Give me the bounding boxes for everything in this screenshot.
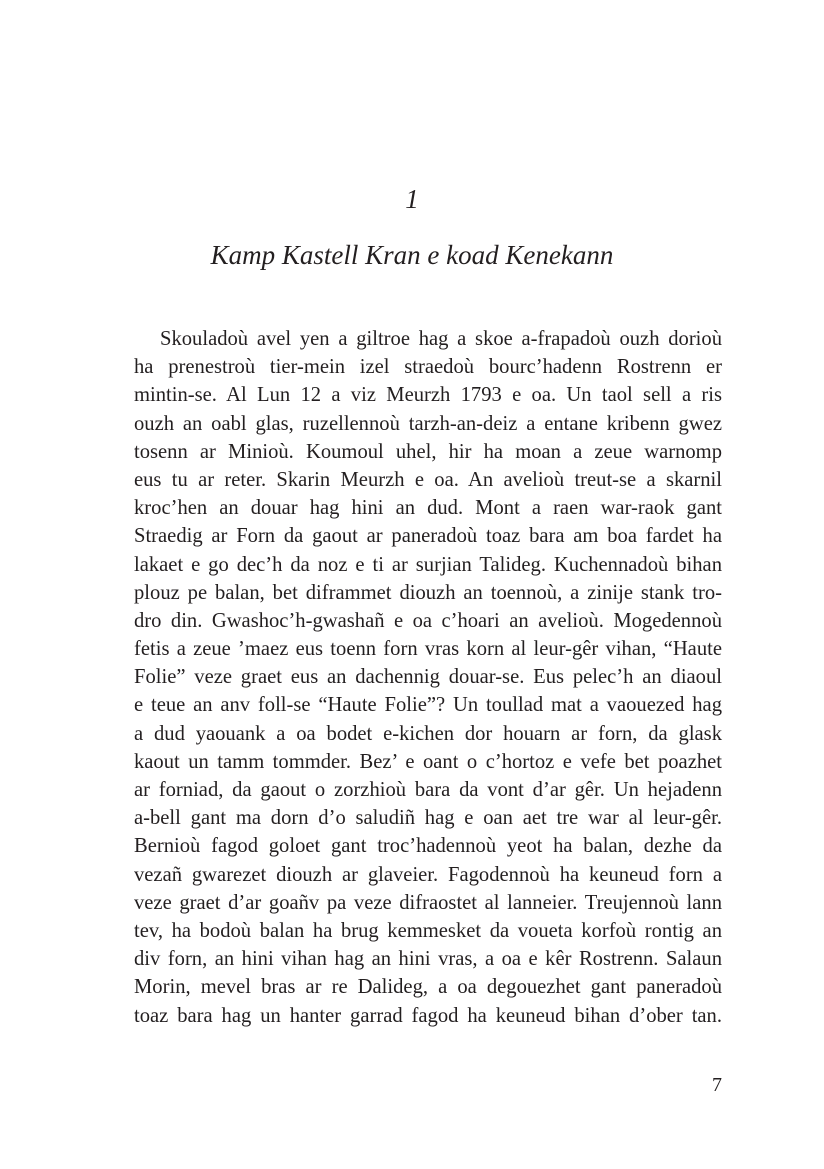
text-line: dro din. Gwashoc’h-gwashañ e oa c’hoari an avelioù. Mogedennoù (134, 609, 722, 632)
body-paragraph (134, 325, 722, 1030)
text-line: Folie” veze graet eus an dachennig douar-se. Eus pelec’h an diaoul (134, 666, 722, 689)
text-line: div forn, an hini vihan hag an hini vras, a oa e kêr Rostrenn. Salaun (134, 948, 722, 971)
text-line: kroc’hen an douar hag hini an dud. Mont a raen war-raok gant (134, 497, 722, 520)
text-line: ar forniad, da gaout o zorzhioù bara da vont d’ar gêr. Un hejadenn (134, 779, 722, 801)
text-line: mintin-se. Al Lun 12 a viz Meurzh 1793 e oa. Un taol sell a ris (134, 384, 722, 407)
text-line: Straedig ar Forn da gaout ar paneradoù toaz bara am boa fardet ha (134, 525, 722, 548)
text-line: a-bell gant ma dorn d’o saludiñ hag e oan aet tre war al leur-gêr. (134, 807, 722, 830)
text-line: lakaet e go dec’h da noz e ti ar surjian Talideg. Kuchennadoù bihan (134, 553, 722, 576)
text-line: e teue an anv foll-se “Haute Folie”? Un toullad mat a vaouezed hag (134, 694, 722, 717)
text-line: Skouladoù avel yen a giltroe hag a skoe a-frapadoù ouzh dorioù (160, 328, 722, 350)
text-line: a dud yaouank a oa bodet e-kichen dor houarn ar forn, da glask (134, 722, 722, 745)
text-line: Morin, mevel bras ar re Dalideg, a oa degouezhet gant paneradoù (134, 976, 722, 999)
text-line: ouzh an oabl glas, ruzellennoù tarzh-an-deiz a entane kribenn gwez (134, 412, 722, 435)
text-line: eus tu ar reter. Skarin Meurzh e oa. An avelioù treut-se a skarnil (134, 468, 722, 491)
text-line: toaz bara hag un hanter garrad fagod ha keuneud bihan d’ober tan. (134, 1004, 722, 1027)
text-line: tev, ha bodoù balan ha brug kemmesket da voueta korfoù rontig an (134, 919, 722, 942)
text-line: plouz pe balan, bet diframmet diouzh an toennoù, a zinije stank tro- (134, 581, 722, 604)
page-number: 7 (712, 1074, 722, 1096)
text-line: fetis a zeue ’maez eus toenn forn vras korn al leur-gêr vihan, “Haute (134, 638, 722, 661)
text-line: kaout un tamm tommder. Bez’ e oant o c’hortoz e vefe bet poazhet (134, 750, 722, 773)
text-line: ha prenestroù tier-mein izel straedoù bourc’hadenn Rostrenn er (134, 356, 722, 379)
text-line: Bernioù fagod goloet gant troc’hadennoù yeot ha balan, dezhe da (134, 835, 722, 858)
chapter-number: 1 (405, 184, 419, 214)
text-line: tosenn ar Minioù. Koumoul uhel, hir ha moan a zeue warnomp (134, 440, 722, 463)
chapter-title: Kamp Kastell Kran e koad Kenekann (210, 240, 614, 270)
text-line: vezañ gwarezet diouzh ar glaveier. Fagodennoù ha keuneud forn a (134, 863, 722, 886)
text-line: veze graet d’ar goañv pa veze difraostet al lanneier. Treujennoù lann (134, 891, 722, 914)
